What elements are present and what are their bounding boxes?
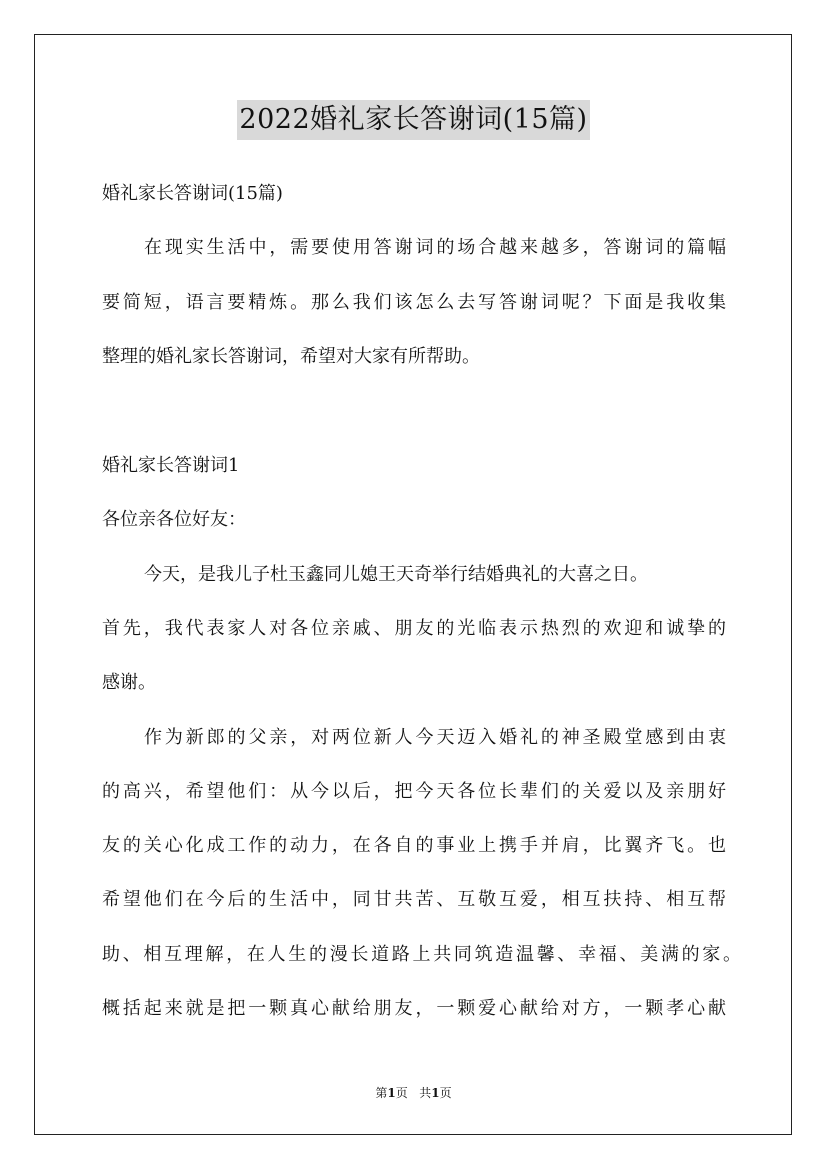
footer-total-prefix: 共 [419,1086,432,1100]
para2-line-2: 的高兴，希望他们：从今以后，把今天各位长辈们的关爱以及亲朋好 [102,781,726,802]
para2-line-6: 概括起来就是把一颗真心献给朋友，一颗爱心献给对方，一颗孝心献 [102,998,726,1019]
section-heading: 婚礼家长答谢词1 [102,455,240,476]
footer-page-number: 1 [387,1086,396,1100]
footer-page-prefix: 第 [375,1086,388,1100]
para2-line-5: 助、相互理解，在人生的漫长道路上共同筑造温馨、幸福、美满的家。 [102,944,741,965]
footer-page-suffix: 页 [395,1086,408,1100]
para2-line-1: 作为新郎的父亲，对两位新人今天迈入婚礼的神圣殿堂感到由衷 [144,727,726,748]
footer-total-number: 1 [431,1086,440,1100]
para1-line-1: 今天，是我儿子杜玉鑫同儿媳王天奇举行结婚典礼的大喜之日。 [144,564,648,585]
document-subtitle: 婚礼家长答谢词(15篇) [102,183,283,204]
footer-total-suffix: 页 [439,1086,452,1100]
para2-line-3: 友的关心化成工作的动力，在各自的事业上携手并肩，比翼齐飞。也 [102,835,726,856]
para1-line-2: 首先，我代表家人对各位亲戚、朋友的光临表示热烈的欢迎和诚挚的 [102,618,726,639]
intro-line-1: 在现实生活中，需要使用答谢词的场合越来越多，答谢词的篇幅 [144,237,726,258]
intro-line-2: 要简短，语言要精炼。那么我们该怎么去写答谢词呢？下面是我收集 [102,292,726,313]
title-container [0,100,827,140]
intro-line-3: 整理的婚礼家长答谢词，希望对大家有所帮助。 [102,346,480,367]
para1-line-3: 感谢。 [102,672,156,693]
para2-line-4: 希望他们在今后的生活中，同甘共苦、互敬互爱，相互扶持、相互帮 [102,889,726,910]
greeting: 各位亲各位好友： [102,509,246,530]
document-title: 2022婚礼家长答谢词(15篇) [237,100,589,140]
page-footer [0,1084,827,1101]
